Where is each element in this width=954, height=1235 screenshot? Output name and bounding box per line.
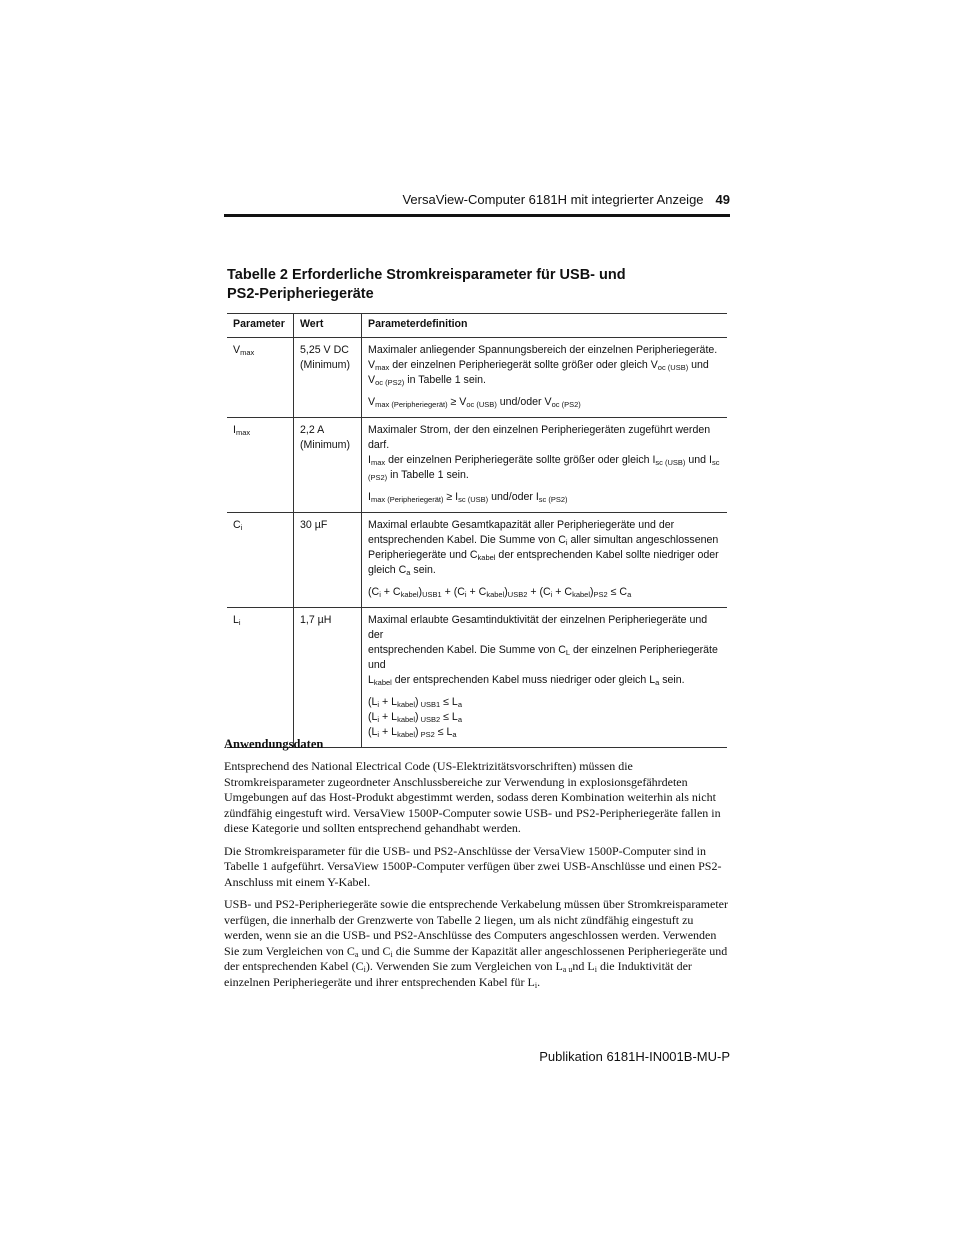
body-text xyxy=(224,759,730,997)
page-number: 49 xyxy=(715,192,730,207)
definition-cell xyxy=(362,338,728,418)
definition-formula: $(L_i + L_{kabel}) _{USB1} \le L_a$ $(L_i + L_{kabel}) _{USB2} \le L_a$ $(L_i + L_{kabel}) _{PS2} \le L_a$ xyxy=(368,696,462,739)
value-cell: 2,2 A (Minimum) xyxy=(294,418,362,513)
table-row xyxy=(227,513,727,608)
paragraph: USB- und PS2-Peripheriegeräte sowie die entsprechende Verkabelung müssen über Stromkreisparameter verfügen, die innerhalb der Grenzwerte von Tabelle 2 liegen, um als nicht zündfähig eingestuft zu werden, wenn sie an die USB- und PS2-Anschlüsse des Computers angeschlossen werden. Verwenden Sie zum Vergleichen von $C_a$ und $C_i$ die Summe der Kapazität aller angeschlossenen Peripheriegeräte und der entsprechenden Kabel $(C_i)$. Verwenden Sie zum Vergleichen von $L_{a u}nd$ $L_i$ die Induktivität der einzelnen Peripheriegeräte und ihrer entsprechenden Kabel für $L_i$. xyxy=(224,897,728,990)
definition-text: Maximal erlaubte Gesamtinduktivität der einzelnen Peripheriegeräte und der entsprechenden Kabel. Die Summe von $C_L$ der einzelnen Peripheriegeräte und $L_{kabel}$ der entsprechenden Kabel muss niedriger oder gleich $L_a$ sein. xyxy=(368,614,718,687)
definition-text: Maximaler anliegender Spannungsbereich der einzelnen Peripheriegeräte. $V_{max}$ der einzelnen Peripheriegerät sollte größer oder gleich $V_{oc (USB)}$ und $V_{oc (PS2)}$ in Tabelle 1 sein. xyxy=(368,344,718,387)
table-title-line-1: Tabelle 2 Erforderliche Stromkreisparameter für USB- und xyxy=(227,267,626,283)
publication-footer: Publikation 6181H-IN001B-MU-P xyxy=(539,1049,730,1064)
column-header-parameter: Parameter xyxy=(227,314,294,338)
column-header-definition: Parameterdefinition xyxy=(362,314,728,338)
parameter-cell: $L_i$ xyxy=(227,608,294,748)
table-row xyxy=(227,418,727,513)
table-header-row xyxy=(227,314,727,338)
paragraph: Entsprechend des National Electrical Code (US-Elektrizitätsvorschriften) müssen die Stromkreisparameter zugeordneter Anschlussbereiche zur Verwendung in explosionsgefährdeten Umgebungen auf das Host-Produkt abgestimmt werden, sodass deren Kombination weiterhin als nicht zündfähig eingestuft wird. VersaView 1500P-Computer sowie USB- und PS2-Peripheriegeräte fallen in diese Kategorie und sollten entsprechend gehandhabt werden. xyxy=(224,759,721,835)
table-title xyxy=(227,266,647,304)
definition-cell xyxy=(362,513,728,608)
parameter-cell: $V_{max}$ xyxy=(227,338,294,418)
value-cell: 30 µF xyxy=(294,513,362,608)
definition-cell xyxy=(362,608,728,748)
running-header xyxy=(224,192,730,208)
definition-formula: $V_{max (Peripheriegerät)} \ge V_{oc (USB)}$ und/oder $V_{oc (PS2)}$ xyxy=(368,396,581,409)
table-title-line-2: PS2-Peripheriegeräte xyxy=(227,286,374,302)
definition-text: Maximaler Strom, der den einzelnen Peripheriegeräten zugeführt werden darf. $I_{max}$ der einzelnen Peripheriegeräte sollte größer oder gleich $I_{sc (USB)}$ und $I_{sc (PS2)}$ in Tabelle 1 sein. xyxy=(368,424,720,482)
parameter-cell: $C_i$ xyxy=(227,513,294,608)
definition-formula: $I_{max (Peripheriegerät)} \ge I_{sc (USB)}$ und/oder $I_{sc (PS2)}$ xyxy=(368,491,568,504)
table-row xyxy=(227,338,727,418)
section-heading: Anwendungsdaten xyxy=(224,737,324,751)
definition-formula: $(C_i + C_{kabel})_{USB1} + (C_i + C_{kabel})_{USB2} + (C_i + C_{kabel})_{PS2} \le C_a$ xyxy=(368,586,632,599)
definition-text: Maximal erlaubte Gesamtkapazität aller Peripheriegeräte und der entsprechenden Kabel. Die Summe von $C_i$ aller simultan angeschlossenen Peripheriegeräte und $C_{kabel}$ der entsprechenden Kabel sollte niedriger oder gleich $C_a$ sein. xyxy=(368,519,719,577)
parameter-table xyxy=(227,313,727,748)
definition-cell xyxy=(362,418,728,513)
column-header-value: Wert xyxy=(294,314,362,338)
header-rule xyxy=(224,214,730,217)
parameter-cell: $I_{max}$ xyxy=(227,418,294,513)
paragraph: Die Stromkreisparameter für die USB- und PS2-Anschlüsse der VersaView 1500P-Computer sind in Tabelle 1 aufgeführt. VersaView 1500P-Computer verfügen über zwei USB-Anschlüsse und einen PS2-Anschluss mit einem Y-Kabel. xyxy=(224,843,722,889)
value-cell: 5,25 V DC (Minimum) xyxy=(294,338,362,418)
table-row xyxy=(227,608,727,748)
value-cell: 1,7 µH xyxy=(294,608,362,748)
header-title: VersaView-Computer 6181H mit integrierter Anzeige xyxy=(402,192,704,207)
